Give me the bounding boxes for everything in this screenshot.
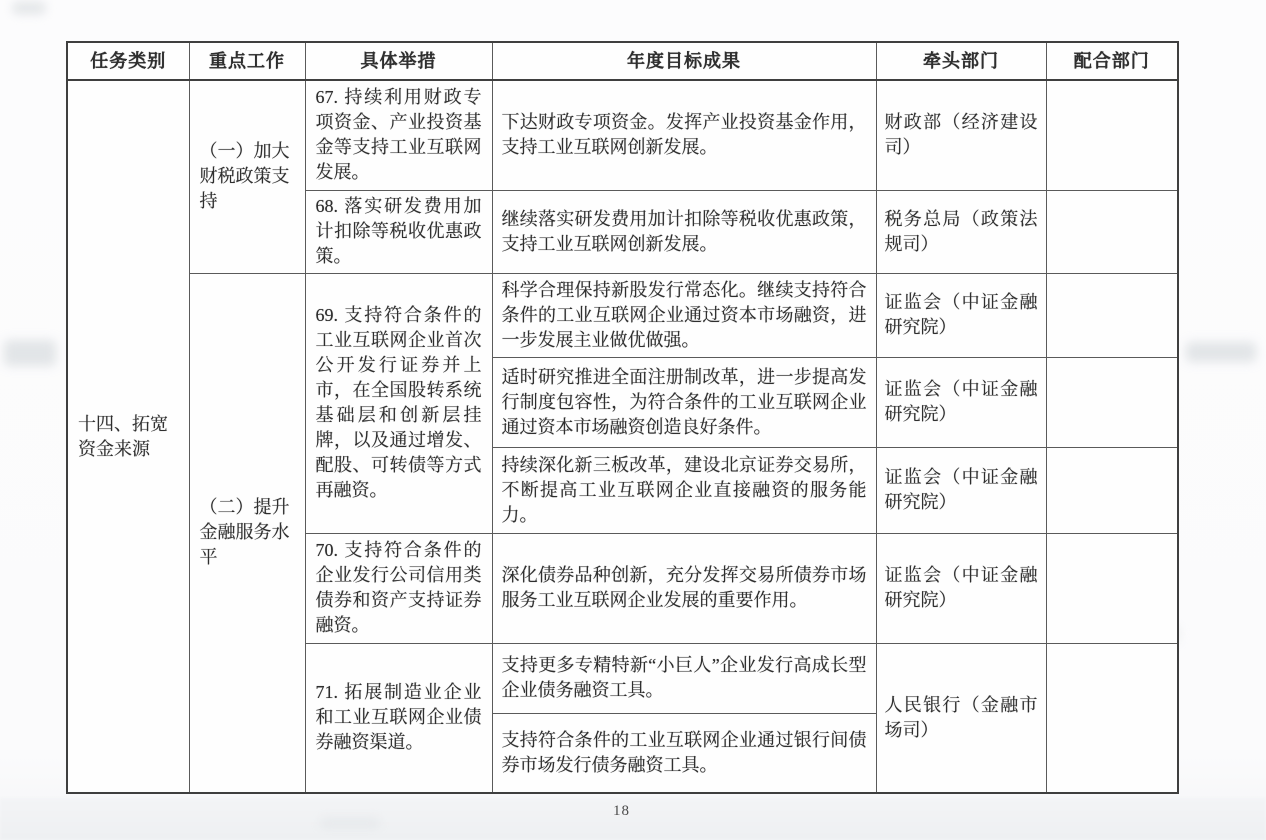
cell-measure-71: 71. 拓展制造业企业和工业互联网企业债券融资渠道。 <box>305 643 492 793</box>
cell-outcome-68: 继续落实研发费用加计扣除等税收优惠政策，支持工业互联网创新发展。 <box>492 190 876 273</box>
header-annual-targets: 年度目标成果 <box>492 42 876 80</box>
cell-lead-67: 财政部（经济建设司） <box>876 80 1046 190</box>
cell-measure-69: 69. 支持符合条件的工业互联网企业首次公开发行证券并上市，在全国股转系统基础层和创新层挂牌，以及通过增发、配股、可转债等方式再融资。 <box>305 273 492 533</box>
scan-artifact <box>12 2 46 14</box>
cell-lead-69c: 证监会（中证金融研究院） <box>876 447 1046 533</box>
cell-support-67 <box>1046 80 1178 190</box>
header-lead-dept: 牵头部门 <box>876 42 1046 80</box>
scan-artifact <box>4 340 56 366</box>
cell-outcome-69c: 持续深化新三板改革，建设北京证券交易所，不断提高工业互联网企业直接融资的服务能力。 <box>492 447 876 533</box>
header-key-work: 重点工作 <box>189 42 305 80</box>
cell-outcome-71b: 支持符合条件的工业互联网企业通过银行间债券市场发行债务融资工具。 <box>492 713 876 793</box>
work-plan-table <box>66 41 1179 794</box>
cell-outcome-67: 下达财政专项资金。发挥产业投资基金作用，支持工业互联网创新发展。 <box>492 80 876 190</box>
page-number: 18 <box>613 803 630 819</box>
cell-support-69c <box>1046 447 1178 533</box>
header-task-category: 任务类别 <box>67 42 189 80</box>
cell-outcome-71a: 支持更多专精特新“小巨人”企业发行高成长型企业债务融资工具。 <box>492 643 876 713</box>
cell-support-71 <box>1046 643 1178 793</box>
header-support-dept: 配合部门 <box>1046 42 1178 80</box>
cell-lead-68: 税务总局（政策法规司） <box>876 190 1046 273</box>
cell-key-work-1: （一）加大财税政策支持 <box>189 80 305 273</box>
table-header-row <box>67 42 1178 80</box>
cell-outcome-70: 深化债券品种创新，充分发挥交易所债券市场服务工业互联网企业发展的重要作用。 <box>492 533 876 643</box>
table-row <box>67 273 1178 357</box>
cell-lead-70: 证监会（中证金融研究院） <box>876 533 1046 643</box>
table-row <box>67 80 1178 190</box>
cell-support-70 <box>1046 533 1178 643</box>
cell-measure-70: 70. 支持符合条件的企业发行公司信用类债券和资产支持证券融资。 <box>305 533 492 643</box>
cell-lead-69b: 证监会（中证金融研究院） <box>876 357 1046 447</box>
cell-measure-68: 68. 落实研发费用加计扣除等税收优惠政策。 <box>305 190 492 273</box>
cell-support-69a <box>1046 273 1178 357</box>
scan-artifact <box>1186 342 1256 362</box>
cell-support-69b <box>1046 357 1178 447</box>
cell-outcome-69a: 科学合理保持新股发行常态化。继续支持符合条件的工业互联网企业通过资本市场融资，进一步发展主业做优做强。 <box>492 273 876 357</box>
cell-support-68 <box>1046 190 1178 273</box>
cell-measure-67: 67. 持续利用财政专项资金、产业投资基金等支持工业互联网发展。 <box>305 80 492 190</box>
cell-key-work-2: （二）提升金融服务水平 <box>189 273 305 793</box>
cell-task-category: 十四、拓宽资金来源 <box>67 80 189 793</box>
cell-lead-71: 人民银行（金融市场司） <box>876 643 1046 793</box>
cell-outcome-69b: 适时研究推进全面注册制改革，进一步提高发行制度包容性，为符合条件的工业互联网企业通过资本市场融资创造良好条件。 <box>492 357 876 447</box>
header-measures: 具体举措 <box>305 42 492 80</box>
cell-lead-69a: 证监会（中证金融研究院） <box>876 273 1046 357</box>
